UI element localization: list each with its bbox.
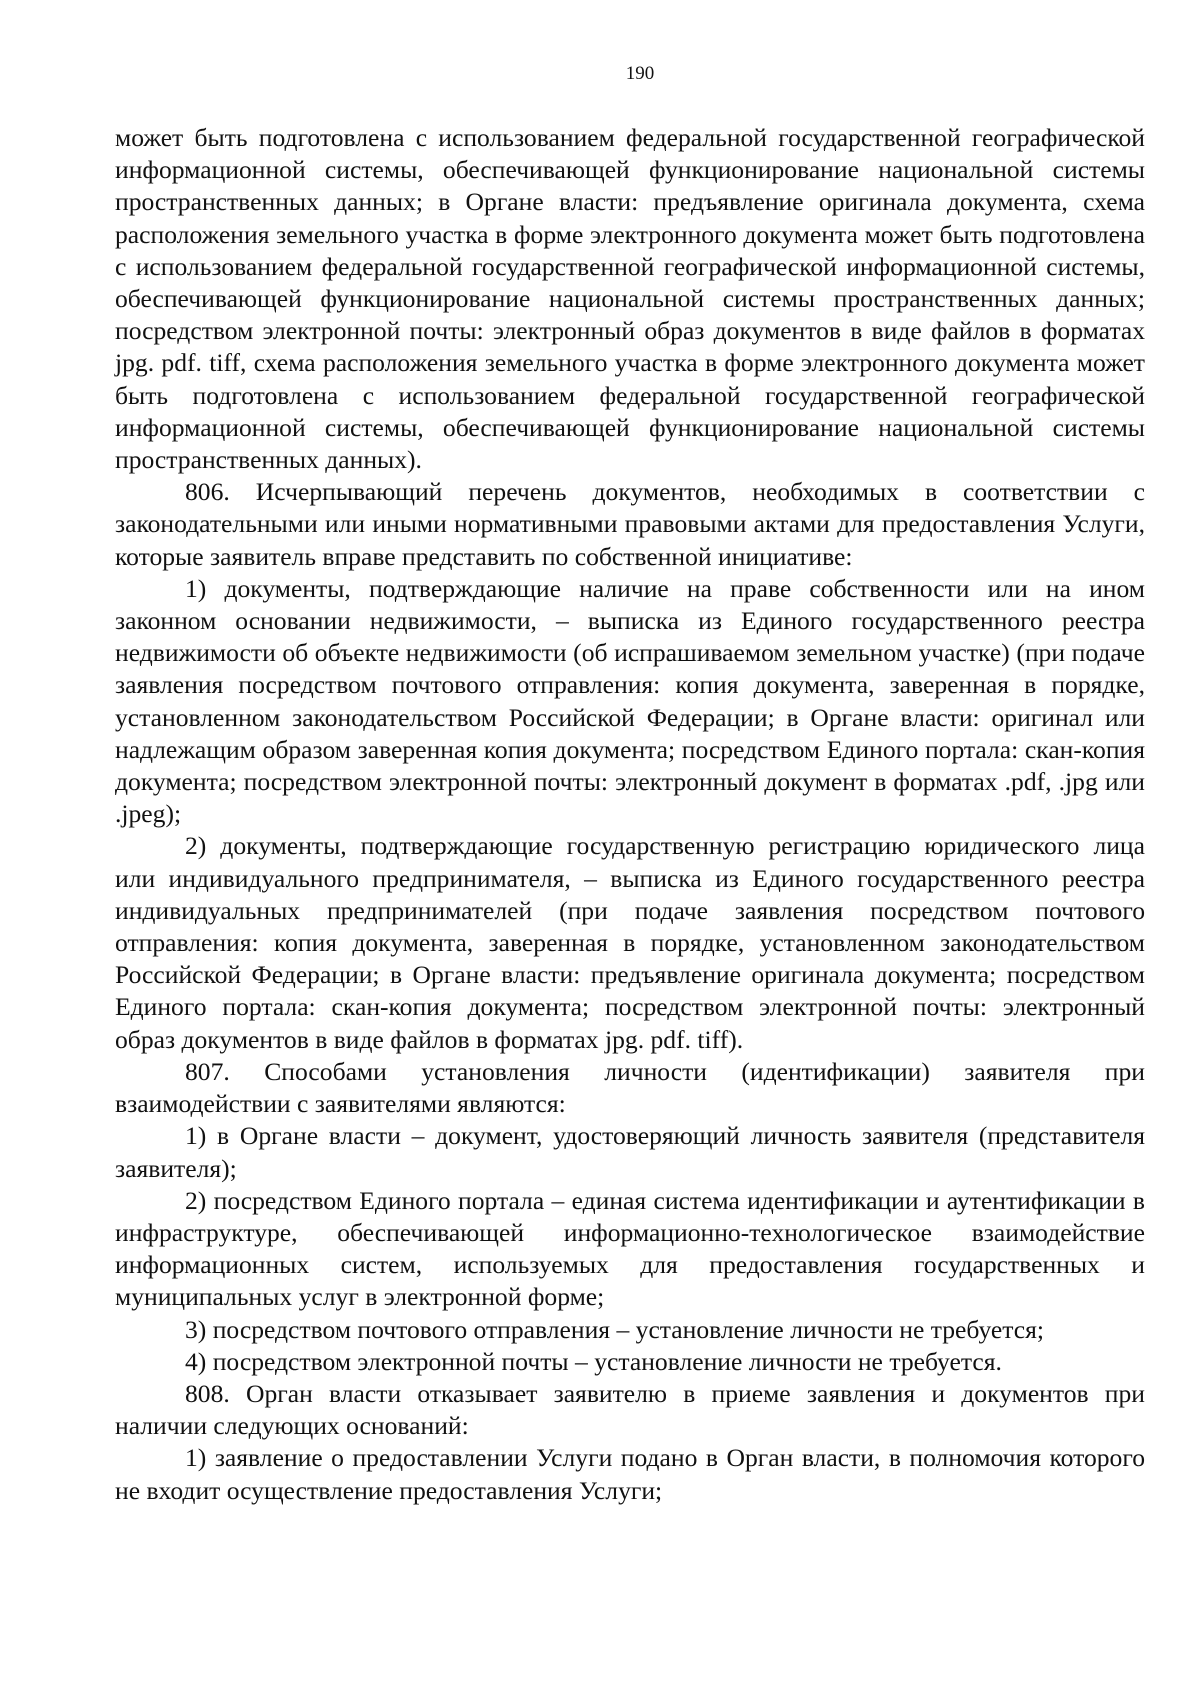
paragraph-808: 808. Орган власти отказывает заявителю в приеме заявления и документов при наличии следующих оснований: [115, 1378, 1145, 1441]
document-page [115, 62, 1145, 1507]
paragraph-806-item-2: 2) документы, подтверждающие государственную регистрацию юридического лица или индивидуального предпринимателя, – выписка из Единого государственного реестра индивидуальных предпринимателей (при подаче заявления посредством почтового отправления: копия документа, заверенная в порядке, установленном законодательством Российской Федерации; в Органе власти: предъявление оригинала документа; посредством Единого портала: скан-копия документа; посредством электронной почты: электронный образ документов в виде файлов в форматах jpg. pdf. tiff). [115, 831, 1145, 1054]
paragraph-807-item-3: 3) посредством почтового отправления – установление личности не требуется; [185, 1314, 1045, 1344]
paragraph-continuation: может быть подготовлена с использованием федеральной государственной географической информационной системы, обеспечивающей функционирование национальной системы пространственных данных; в Органе власти: предъявление оригинала документа, схема расположения земельного участка в форме электронного документа может быть подготовлена с использованием федеральной государственной географической информационной системы, обеспечивающей функционирование национальной системы пространственных данных; посредством электронной почты: электронный образ документов в виде файлов в форматах jpg. pdf. tiff, схема расположения земельного участка в форме электронного документа может быть подготовлена с использованием федеральной государственной географической информационной системы, обеспечивающей функционирование национальной системы пространственных данных). [115, 123, 1145, 475]
paragraph-807-item-1: 1) в Органе власти – документ, удостоверяющий личность заявителя (представителя заявителя); [115, 1121, 1145, 1183]
paragraph-807-item-2: 2) посредством Единого портала – единая система идентификации и аутентификации в инфраструктуре, обеспечивающей информационно-технологическое взаимодействие информационных систем, используемых для предоставления государственных и муниципальных услуг в электронной форме; [115, 1185, 1145, 1312]
page-number: 190 [625, 63, 655, 84]
paragraph-808-item-1: 1) заявление о предоставлении Услуги подано в Орган власти, в полномочия которого не входит осуществление предоставления Услуги; [115, 1443, 1145, 1505]
paragraph-806: 806. Исчерпывающий перечень документов, необходимых в соответствии с законодательными или иными нормативными правовыми актами для предоставления Услуги, которые заявитель вправе представить по собственной инициативе: [115, 477, 1145, 571]
paragraph-807: 807. Способами установления личности (идентификации) заявителя при взаимодействии с заявителями являются: [115, 1056, 1145, 1119]
paragraph-806-item-1: 1) документы, подтверждающие наличие на праве собственности или на ином законном основании недвижимости, – выписка из Единого государственного реестра недвижимости об объекте недвижимости (об испрашиваемом земельном участке) (при подаче заявления посредством почтового отправления: копия документа, заверенная в порядке, установленном законодательством Российской Федерации; в Органе власти: оригинал или надлежащим образом заверенная копия документа; посредством Единого портала: скан-копия документа; посредством электронной почты: электронный документ в форматах .pdf, .jpg или .jpeg); [115, 573, 1145, 829]
paragraph-807-item-4: 4) посредством электронной почты – установление личности не требуется. [185, 1346, 1002, 1376]
